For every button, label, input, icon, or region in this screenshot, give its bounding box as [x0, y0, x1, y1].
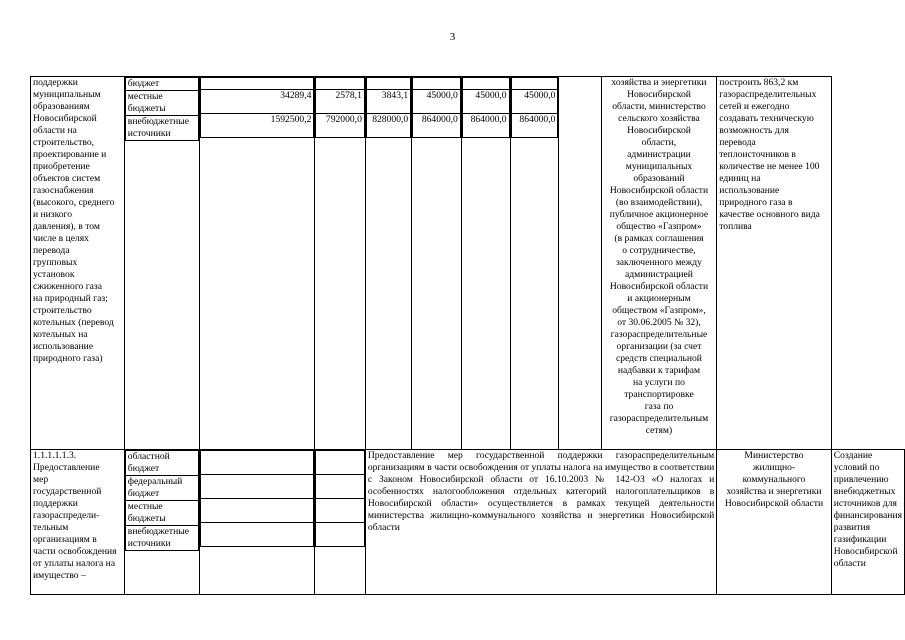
source-label: бюджет	[125, 78, 198, 91]
value-list	[200, 450, 314, 547]
value: 1592500,2	[201, 114, 314, 138]
source-label: внебюджетные источники	[125, 116, 198, 141]
value-cell	[412, 77, 462, 450]
page-number: 3	[449, 31, 456, 43]
measure-text: 1.1.1.1.1.3. Предоставление мер государственной поддержки газораспредели- тельным организациям в части освобождения от уплаты налога на имущество –	[33, 450, 117, 581]
value	[316, 78, 364, 90]
value-cell	[200, 450, 315, 595]
value-cell	[510, 77, 559, 450]
measure-text: поддержки муниципальным образованиям Новосибирской области на строительство, проектирование и приобретение объектов систем газоснабжения (высокого, среднего и низкого давления), в том числе в целях перевода групповых установок сжиженного газа на природный газ; строительство котельных (перевод котельных на использование природного газа)	[33, 77, 115, 364]
value: 2578,1	[316, 90, 364, 114]
description-text: Предоставление мер государственной поддержки газораспределительным организациям в части освобождения от уплаты налога на имущество в соответствии с Законом Новосибирской области от 16.10.2003 № 142-ОЗ «О налогах и особенностях налогообложения отдельных категорий налогоплательщиков в Новосибирской области» осуществляется в рамках текущей деятельности министерства жилищно-коммунального хозяйства и энергетики Новосибирской области	[367, 450, 715, 533]
executor-text: хозяйства и энергетики Новосибирской области, министерство сельского хозяйства Новосибирской области, администрации муниципальных образований Новосибирской области (во взаимодействии), публичное акционерное общество «Газпром» (в рамках соглашения о сотрудничестве, заключенного между администрацией Новосибирской области и акционерным обществом «Газпром», от 30.06.2005 № 32), газораспределительные организации (за счет средств специальной надбавки к тарифам на услуги по транспортировке газа по газораспределительным сетям)	[609, 77, 709, 436]
source-label: местные бюджеты	[125, 91, 198, 116]
value	[511, 78, 558, 90]
value	[462, 78, 509, 90]
result-cell	[717, 77, 832, 450]
source-label: местные бюджеты	[125, 501, 198, 526]
value	[201, 78, 314, 90]
source-label: федеральный бюджет	[125, 476, 198, 501]
value-cell	[315, 77, 365, 450]
value: 792000,0	[316, 114, 364, 138]
value: 864000,0	[462, 114, 509, 138]
description-cell	[365, 450, 716, 595]
executor-cell	[601, 77, 717, 450]
value	[413, 78, 461, 90]
table-row	[31, 77, 905, 450]
source-cell	[124, 450, 199, 595]
measure-cell	[31, 450, 125, 595]
value: 864000,0	[413, 114, 461, 138]
value-list	[200, 77, 314, 138]
result-cell	[831, 450, 904, 595]
value: 45000,0	[413, 90, 461, 114]
value: 34289,4	[201, 90, 314, 114]
executor-text: Министерство жилищно- коммунального хозяйства и энергетики Новосибирской области	[724, 450, 824, 509]
value-cell	[461, 77, 510, 450]
value-cell	[365, 77, 411, 450]
result-text: Создание условий по привлечению внебюджетных источников для финансирования развития газификации Новосибирской области	[833, 450, 902, 569]
source-label: областной бюджет	[125, 451, 198, 476]
measure-cell	[31, 77, 125, 450]
table-row	[31, 450, 905, 595]
value: 864000,0	[511, 114, 558, 138]
source-list	[125, 77, 199, 141]
value: 45000,0	[462, 90, 509, 114]
source-list	[125, 450, 199, 551]
executor-cell	[717, 450, 832, 595]
result-text: построить 863,2 км газораспределительных сетей и ежегодно создавать техническую возможность для перевода теплоисточников в количестве не менее 100 единиц на использование природного газа в качестве основного вида топлива	[719, 77, 820, 232]
value: 828000,0	[366, 114, 410, 138]
value: 3843,1	[366, 90, 410, 114]
value	[366, 78, 410, 90]
empty-cell	[559, 77, 601, 450]
program-table	[30, 76, 905, 595]
source-cell	[124, 77, 199, 450]
value-cell	[200, 77, 315, 450]
value: 45000,0	[511, 90, 558, 114]
value-cell	[315, 450, 365, 595]
source-label: внебюджетные источники	[125, 526, 198, 551]
